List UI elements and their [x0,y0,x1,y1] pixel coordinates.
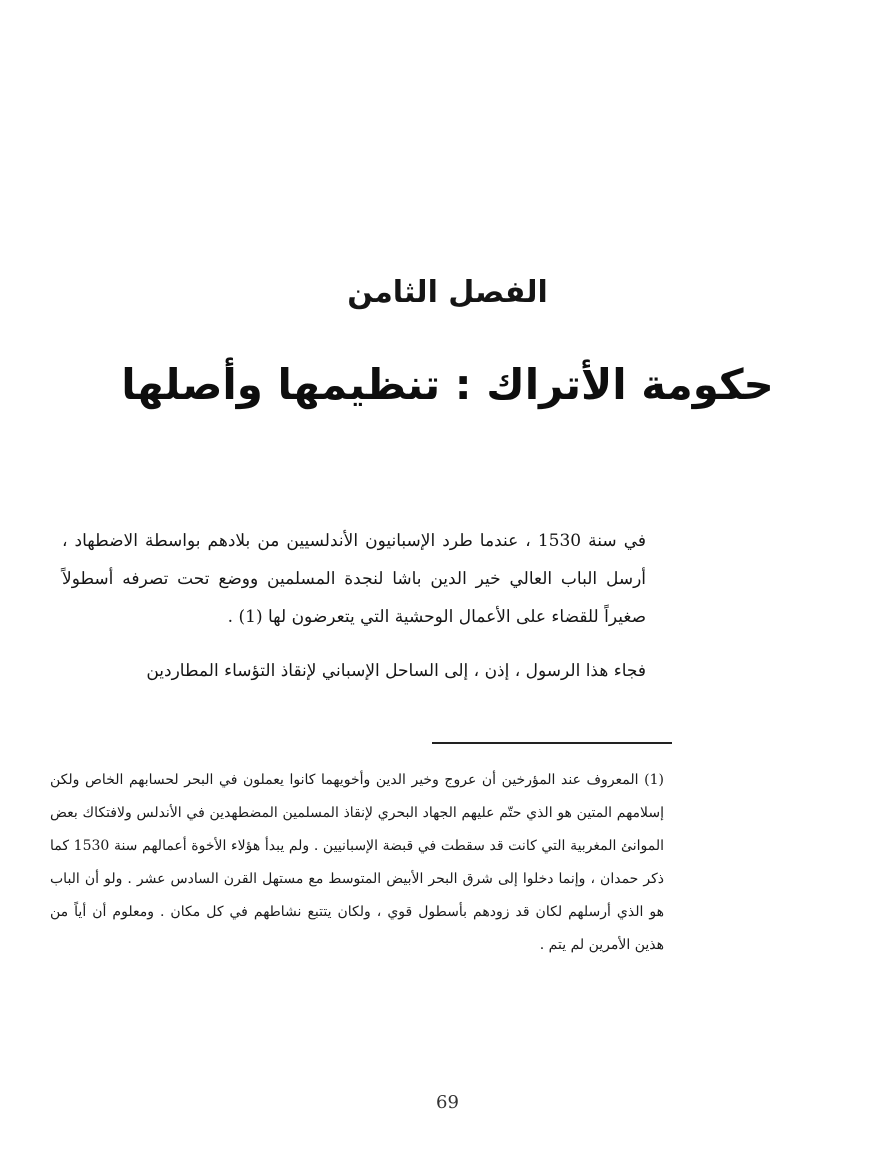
footnote: (1) المعروف عند المؤرخين أن عروج وخير الدين وأخويهما كانوا يعملون في البحر لحسابهم الخاص ولكن إسلامهم المتين هو الذي حتّم عليهم الجهاد البحري لإنقاذ المسلمين المضطهدين في الأندلس ولافتكاك بعض الموانئ المغربية التي كانت قد سقطت في قبضة الإسبانيين . ولم يبدأ هؤلاء الأخوة أعمالهم سنة 1530 كما ذكر حمدان ، وإنما دخلوا إلى شرق البحر الأبيض المتوسط مع مستهل القرن السادس عشر . ولو أن الباب هو الذي أرسلهم لكان قد زودهم بأسطول قوي ، ولكان يتتبع نشاطهم في كل مكان . ومعلوم أن أياً من هذين الأمرين لم يتم . [50,772,664,953]
footnote-divider [432,742,672,744]
page-number: 69 [436,1092,459,1113]
chapter-title: حكومة الأتراك : تنظيمها وأصلها [121,360,774,409]
body-paragraph-1: في سنة 1530 ، عندما طرد الإسبانيون الأندلسيين من بلادهم بواسطة الاضطهاد ، أرسل الباب العالي خير الدين باشا لنجدة المسلمين ووضع تحت تصرفه أسطولاً صغيراً للقضاء على الأعمال الوحشية التي يتعرضون لها (1) . [62,531,647,627]
body-text [62,522,646,690]
body-paragraph-2: فجاء هذا الرسول ، إذن ، إلى الساحل الإسباني لإنقاذ التؤساء المطاردين [146,661,646,681]
chapter-label: الفصل الثامن [347,275,548,310]
